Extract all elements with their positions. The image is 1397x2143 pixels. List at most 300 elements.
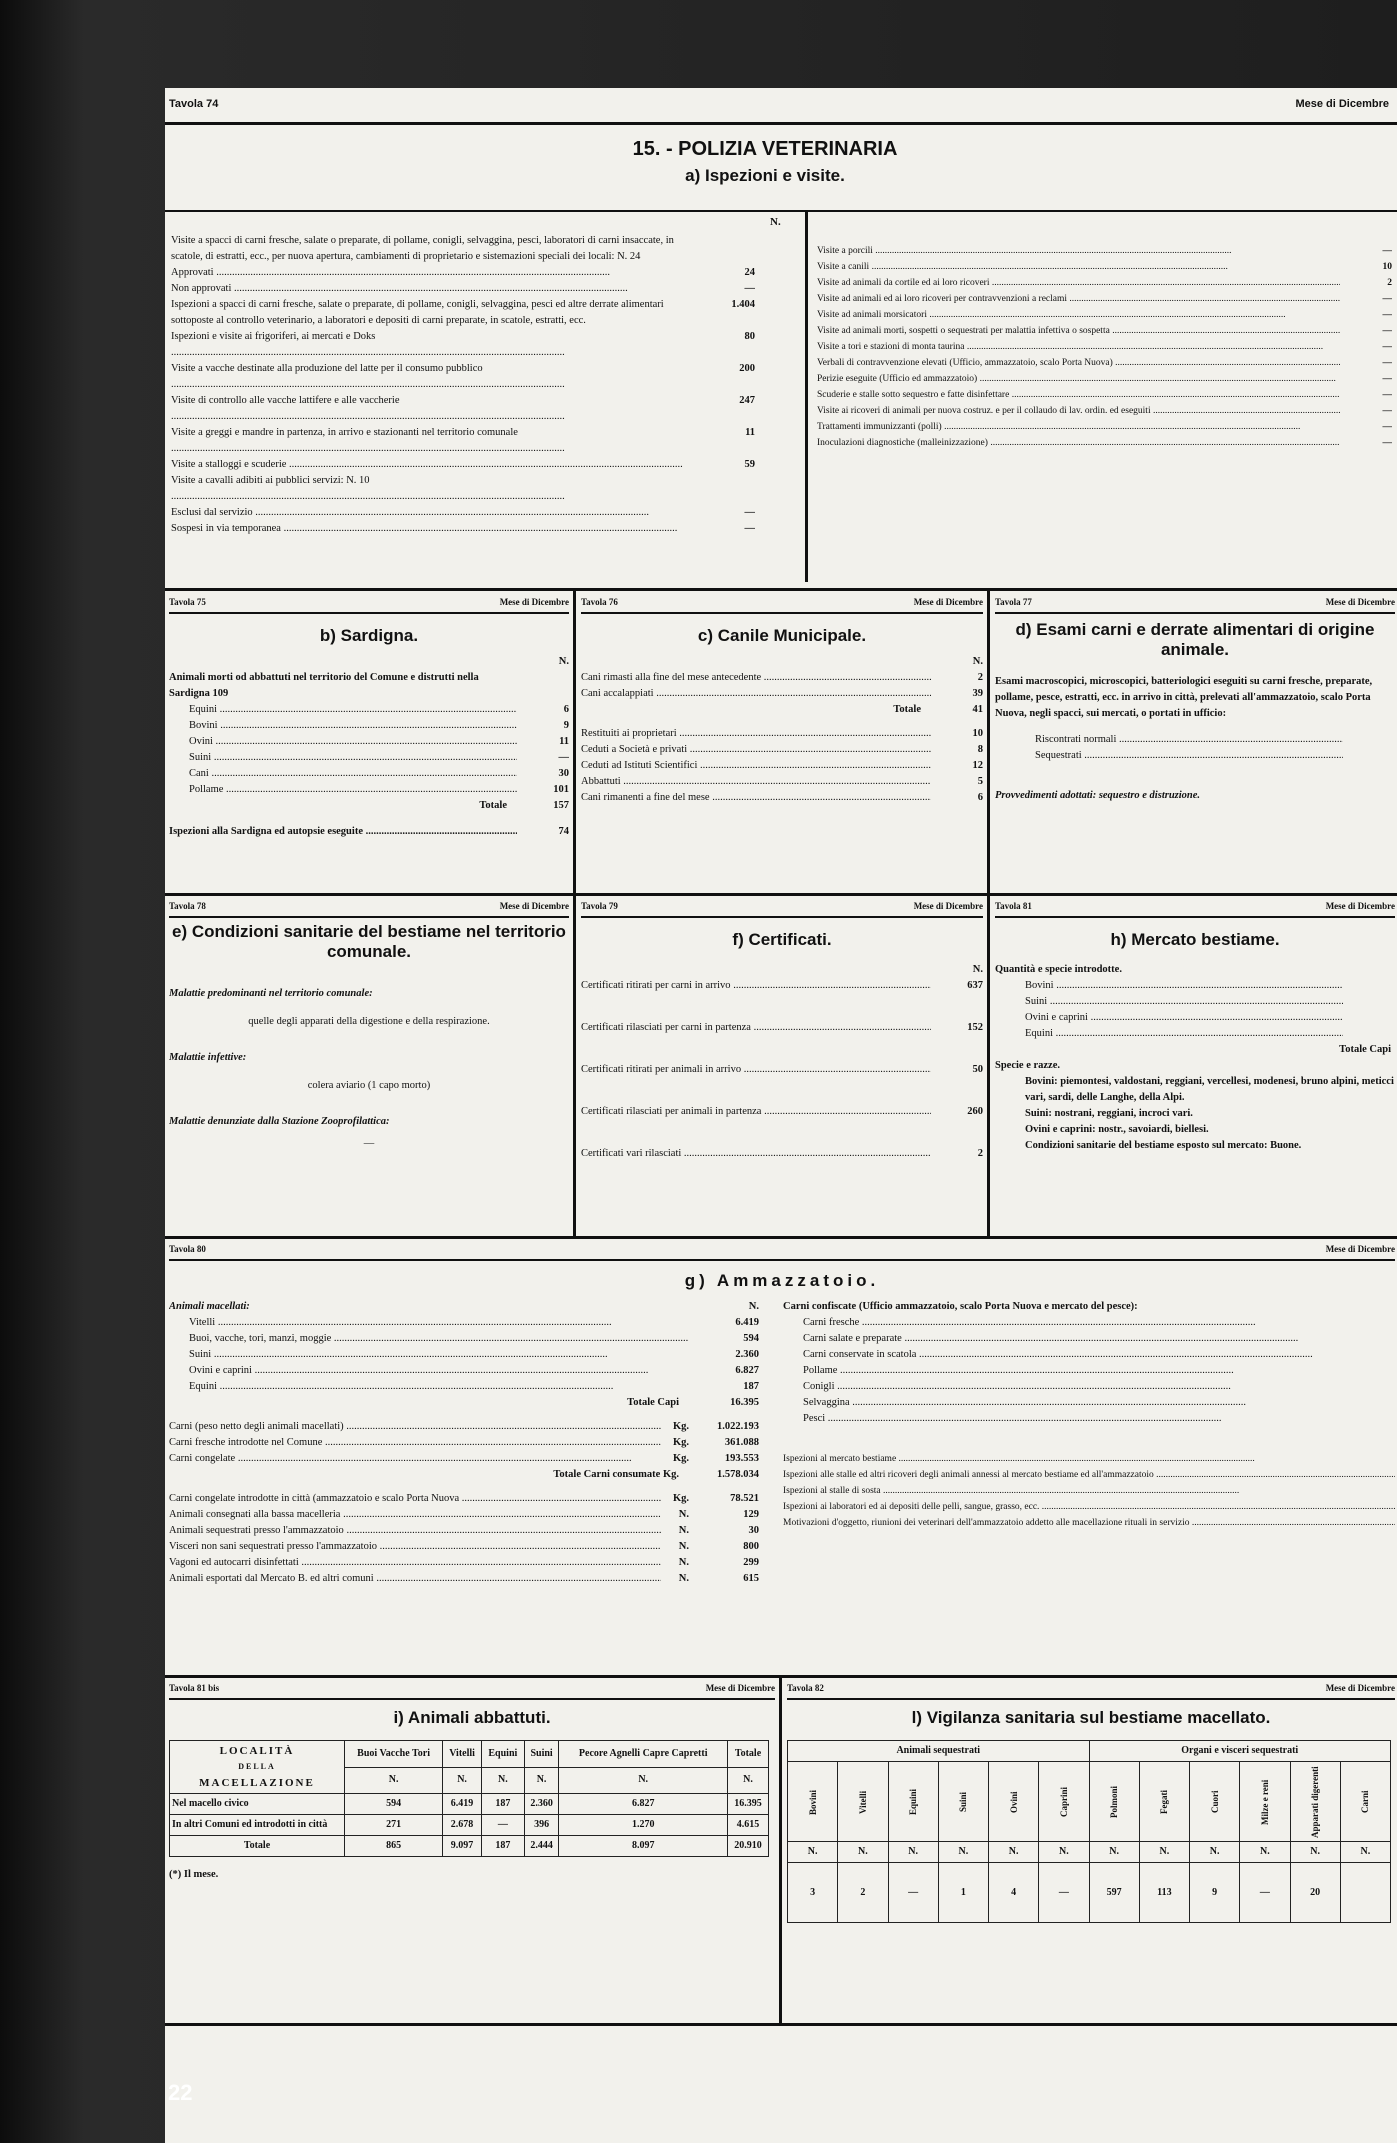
rule-74	[165, 210, 1397, 212]
list-item	[189, 1331, 759, 1347]
list-item	[803, 1395, 1395, 1411]
table-cell: 1.270	[559, 1815, 728, 1836]
unit: N.	[1340, 1842, 1390, 1863]
row-label: Carni salate e preparate .....	[803, 1331, 1395, 1347]
t1l-80: Totale Capi	[627, 1397, 679, 1408]
ah-80: Animali macellati:	[169, 1301, 250, 1312]
list-item	[1035, 748, 1395, 764]
list-item	[803, 1331, 1395, 1347]
row-locality: Nel macello civico	[170, 1794, 345, 1815]
table-cell: 9	[1190, 1863, 1240, 1923]
unit: N.	[559, 1767, 728, 1794]
section-82	[787, 1680, 1395, 2020]
rh-80: Carni confiscate (Ufficio ammazzatoio, scalo Porta Nuova e mercato del pesce):	[783, 1301, 1138, 1312]
col-header: Pecore Agnelli Capre Capretti	[559, 1741, 728, 1768]
row-value	[703, 473, 755, 505]
list-item	[817, 387, 1392, 403]
row-value	[1343, 978, 1395, 994]
main-subtitle: a) Ispezioni e visite.	[685, 166, 845, 185]
section-81	[995, 898, 1395, 1233]
list-item	[171, 233, 755, 265]
list-item	[171, 361, 755, 393]
divider-75	[573, 591, 576, 893]
section-74-right	[817, 243, 1392, 573]
p3-78: Malattie infettive:	[169, 1052, 247, 1063]
row-label: Animali sequestrati presso l'ammazzatoio .....	[169, 1523, 661, 1539]
list-item	[1025, 1026, 1395, 1042]
tav78: Tavola 78	[169, 901, 206, 911]
row-label: Visite a canili .....	[817, 259, 1340, 275]
total-label-81b: Totale	[170, 1836, 345, 1857]
row-value: 247	[739, 395, 755, 406]
row-label: Visite ad animali da cortile ed ai loro ricoveri .....	[817, 275, 1340, 291]
row-label: Non approvati .....	[171, 281, 703, 297]
n-76: N.	[972, 656, 983, 667]
row-label: Vitelli .....	[189, 1315, 689, 1331]
total-label-76: Totale	[893, 704, 921, 715]
row-label: Cani rimanenti a fine del mese .....	[581, 790, 931, 806]
row-value: 615	[743, 1573, 759, 1584]
col-header: Bovini	[788, 1762, 838, 1842]
col-header: Caprini	[1039, 1762, 1089, 1842]
unit: N.	[524, 1767, 559, 1794]
row-value: 8	[977, 744, 983, 755]
row-value: 1.022.193	[717, 1421, 759, 1432]
total-75: 157	[553, 800, 569, 811]
table-cell: —	[1240, 1863, 1290, 1923]
t2l-80: Totale Carni consumate Kg.	[553, 1469, 679, 1480]
list-item	[817, 355, 1392, 371]
row-value: 299	[743, 1557, 759, 1568]
row-label: Visite a spacci di carni fresche, salate o preparate, di pollame, conigli, selvaggina, pesci, laboratori di carni insaccate, in scatole, di estratti, ecc., per nuova apertura, cambiamenti di proprietario e sistemazioni speciali dei locali: N. 24	[171, 235, 674, 262]
row-value: —	[558, 752, 569, 763]
total-label-81: Totale Capi	[1339, 1044, 1391, 1055]
list-item	[169, 1507, 759, 1523]
row-label: Suini .....	[189, 1347, 689, 1363]
row-unit: Kg.	[672, 1437, 689, 1448]
row-label: Pesci .....	[803, 1411, 1395, 1427]
section-77	[995, 594, 1395, 889]
list-item	[171, 281, 755, 297]
divider-81b	[779, 1678, 782, 2023]
cond-81: Condizioni sanitarie del bestiame esposto sul mercato: Buone.	[1025, 1140, 1302, 1151]
list-item	[817, 259, 1392, 275]
p5-78: Malattie denunziate dalla Stazione Zooprofilattica:	[169, 1116, 390, 1127]
list-item	[581, 742, 983, 758]
row-label: Visite a vacche destinate alla produzione del latte per il consumo pubblico .....	[171, 361, 703, 393]
tav80: Tavola 80	[169, 1244, 206, 1254]
unit: N.	[1089, 1842, 1139, 1863]
row-value: —	[1382, 358, 1392, 368]
tav82: Tavola 82	[787, 1683, 824, 1693]
list-item	[783, 1467, 1395, 1483]
table-cell: 2.360	[524, 1794, 559, 1815]
row-value: 260	[967, 1106, 983, 1117]
table-cell: 2	[838, 1863, 888, 1923]
rtl-80	[783, 1427, 1395, 1443]
mese80: Mese di Dicembre	[1325, 1244, 1395, 1254]
col-header: Cuori	[1190, 1762, 1240, 1842]
list-item	[189, 734, 569, 750]
unit: N.	[481, 1767, 524, 1794]
mese79: Mese di Dicembre	[913, 901, 983, 911]
list-item	[817, 291, 1392, 307]
row-value: 361.088	[724, 1437, 759, 1448]
row-label: Visite a tori e stazioni di monta taurina .....	[817, 339, 1340, 355]
title-78: e) Condizioni sanitarie del bestiame nel territorio comunale.	[172, 922, 566, 961]
tav76: Tavola 76	[581, 597, 618, 607]
title-81b: i) Animali abbattuti.	[393, 1708, 551, 1727]
title-80: g) Ammazzatoio.	[684, 1271, 880, 1290]
list-item	[817, 339, 1392, 355]
list-item	[169, 1523, 759, 1539]
total-cell: 187	[481, 1836, 524, 1857]
row-label: Animali consegnati alla bassa macelleria .....	[169, 1507, 661, 1523]
table-cell: 3	[788, 1863, 838, 1923]
section-79	[581, 898, 983, 1233]
row-label: Ceduti ad Istituti Scientifici .....	[581, 758, 931, 774]
row-value: 39	[972, 688, 983, 699]
list-item	[171, 425, 755, 457]
row-label: Carni conservate in scatola .....	[803, 1347, 1395, 1363]
row-value: 6.827	[735, 1365, 759, 1376]
row-value: 78.521	[730, 1493, 759, 1504]
row-label: Certificati rilasciati per animali in partenza .....	[581, 1104, 931, 1120]
mese82: Mese di Dicembre	[1325, 1683, 1395, 1693]
list-item	[169, 1419, 759, 1435]
row-value: 6	[977, 792, 983, 803]
page-number: 22	[168, 2080, 193, 2105]
row-value: —	[744, 507, 755, 518]
row-value: 2	[977, 1148, 983, 1159]
row-label: Visite a stalloggi e scuderie .....	[171, 457, 703, 473]
total-cell: 20.910	[727, 1836, 768, 1857]
list-item	[783, 1483, 1395, 1499]
row-value: 30	[558, 768, 569, 779]
row-value: 24	[744, 267, 755, 278]
row-label: Equini .....	[189, 702, 517, 718]
row-label: Restituiti ai proprietari .....	[581, 726, 931, 742]
list-item	[817, 403, 1392, 419]
list-item	[189, 1315, 759, 1331]
row-value: —	[744, 523, 755, 534]
loc-header	[170, 1741, 345, 1794]
row-label: Bovini .....	[1025, 978, 1343, 994]
row-value: —	[1382, 390, 1392, 400]
row-label: Ovini e caprini .....	[1025, 1010, 1343, 1026]
row-value	[1343, 1026, 1395, 1042]
list-item	[171, 265, 755, 281]
row-value: 11	[745, 427, 755, 438]
row-label: Scuderie e stalle sotto sequestro e fatte disinfettare .....	[817, 387, 1340, 403]
top-rule	[165, 122, 1397, 125]
list-item	[171, 329, 755, 361]
list-item	[803, 1347, 1395, 1363]
list-item	[169, 1491, 759, 1507]
row-value: 9	[563, 720, 569, 731]
list-item	[817, 307, 1392, 323]
total-cell: 9.097	[443, 1836, 482, 1857]
row-label: Certificati vari rilasciati .....	[581, 1146, 931, 1162]
row-label: Sospesi in via temporanea .....	[171, 521, 703, 537]
unit: N.	[345, 1767, 443, 1794]
table-cell: 20	[1290, 1863, 1340, 1923]
loc-2: DELLA	[238, 1762, 276, 1771]
list-item	[169, 1571, 759, 1587]
row-label: Certificati rilasciati per carni in partenza .....	[581, 1020, 931, 1036]
list-item	[189, 702, 569, 718]
row-label: Trattamenti immunizzanti (polli) .....	[817, 419, 1340, 435]
n-header-74: N.	[770, 216, 781, 228]
row-value: 187	[743, 1381, 759, 1392]
n-80: N.	[748, 1301, 759, 1312]
list-item	[817, 323, 1392, 339]
row-label: Ispezioni al mercato bestiame .....	[783, 1451, 1395, 1467]
row-label: Carni (peso netto degli animali macellati) .....	[169, 1419, 661, 1435]
row-value: 6	[563, 704, 569, 715]
text-77: Esami macroscopici, microscopici, batteriologici eseguiti su carni fresche, preparate, pollame, pesce, estratti, ecc. in arrivo in città, prelevati all'ammazzatoio, scalo Porta Nuova, negli spacci, sui mercati, o portati in ufficio:	[995, 676, 1373, 719]
row-value: 2	[1387, 278, 1392, 288]
mese81: Mese di Dicembre	[1325, 901, 1395, 911]
total-label-75: Totale	[479, 800, 507, 811]
table-cell: —	[481, 1815, 524, 1836]
list-item	[581, 1146, 983, 1162]
row-label: Motivazioni d'oggetto, riunioni dei veterinari dell'ammazzatoio addetto alle macellazione rituali in servizio .....	[783, 1515, 1395, 1531]
list-item	[581, 978, 983, 994]
total-cell: 865	[345, 1836, 443, 1857]
unit: N.	[1240, 1842, 1290, 1863]
row-value	[1343, 748, 1395, 764]
row-value: 200	[739, 363, 755, 374]
col-header: Equini	[481, 1741, 524, 1768]
row-label: Cani rimasti alla fine del mese antecedente .....	[581, 670, 931, 686]
row-value: 1.404	[731, 299, 755, 310]
list-item	[171, 473, 755, 505]
row-label: Carni congelate introdotte in città (ammazzatoio e scalo Porta Nuova .....	[169, 1491, 661, 1507]
list-item	[803, 1315, 1395, 1331]
col-header: Equini	[888, 1762, 938, 1842]
row-unit: N.	[678, 1573, 689, 1584]
row-value: —	[1382, 422, 1392, 432]
t2-80: 1.578.034	[717, 1469, 759, 1480]
section-78	[169, 898, 569, 1233]
row-label: Esclusi dal servizio .....	[171, 505, 703, 521]
row-label: Perizie eseguite (Ufficio ed ammazzatoio) .....	[817, 371, 1340, 387]
row-label: Pollame .....	[803, 1363, 1395, 1379]
row-value: 10	[1382, 262, 1392, 272]
row-unit: Kg.	[672, 1493, 689, 1504]
row-label: Visite ai ricoveri di animali per nuova costruz. e per il collaudo di lav. ordin. ed eseguiti .....	[817, 403, 1340, 419]
list-item	[169, 1451, 759, 1467]
document-page	[165, 88, 1397, 2143]
row-value: 152	[967, 1022, 983, 1033]
total-cell: 2.444	[524, 1836, 559, 1857]
section-74-left	[171, 233, 755, 573]
table-81b	[169, 1740, 769, 1857]
list-item	[817, 243, 1392, 259]
table-cell: 113	[1139, 1863, 1189, 1923]
table-cell: 6.827	[559, 1794, 728, 1815]
row-value	[1343, 732, 1395, 748]
table-cell	[1340, 1863, 1390, 1923]
row-value: 2.360	[735, 1349, 759, 1360]
row-label: Ispezioni e visite ai frigoriferi, ai mercati e Doks .....	[171, 329, 703, 361]
mese77: Mese di Dicembre	[1325, 597, 1395, 607]
row-label: Visite ad animali morti, sospetti o sequestrati per malattia infettiva o sospetta .....	[817, 323, 1340, 339]
table-cell: 2.678	[443, 1815, 482, 1836]
divider-74	[805, 212, 808, 582]
row-label: Ispezioni al stalle di sosta .....	[783, 1483, 1395, 1499]
row-value: —	[744, 283, 755, 294]
list-item	[169, 1555, 759, 1571]
qh-81: Quantità e specie introdotte.	[995, 964, 1122, 975]
sh-81: Specie e razze.	[995, 1060, 1061, 1071]
row-label: Verbali di contravvenzione elevati (Ufficio, ammazzatoio, scalo Porta Nuova) .....	[817, 355, 1340, 371]
divider-79	[987, 896, 990, 1236]
unit: N.	[788, 1842, 838, 1863]
table-cell: 271	[345, 1815, 443, 1836]
table-cell: 16.395	[727, 1794, 768, 1815]
list-item	[803, 1411, 1395, 1427]
total-76: 41	[972, 704, 983, 715]
table-cell: —	[888, 1863, 938, 1923]
row-unit: Kg.	[672, 1453, 689, 1464]
n-79: N.	[972, 964, 983, 975]
row-label: Visite a greggi e mandre in partenza, in arrivo e stazionanti nel territorio comunale .....	[171, 425, 703, 457]
main-title: 15. - POLIZIA VETERINARIA	[632, 138, 898, 160]
row-value: 12	[972, 760, 983, 771]
col-header: Milze e reni	[1240, 1762, 1290, 1842]
table-cell: 4	[989, 1863, 1039, 1923]
list-item	[171, 457, 755, 473]
row-label: Conigli .....	[803, 1379, 1395, 1395]
title-81: h) Mercato bestiame.	[1110, 930, 1280, 949]
ispez-75: Ispezioni alla Sardigna ed autopsie eseguite .....	[169, 824, 517, 840]
row-label: Inoculazioni diagnostiche (malleinizzazione) .....	[817, 435, 1340, 451]
divider-78	[573, 896, 576, 1236]
row-label: Carni congelate .....	[169, 1451, 661, 1467]
unit: N.	[1290, 1842, 1340, 1863]
row-unit: N.	[678, 1557, 689, 1568]
list-item	[1025, 1010, 1395, 1026]
row-label: Certificati ritirati per carni in arrivo .....	[581, 978, 931, 994]
ov-81: Ovini e caprini: nostr., savoiardi, biellesi.	[1025, 1124, 1209, 1135]
row-value	[703, 233, 755, 265]
unit: N.	[727, 1767, 768, 1794]
row-unit: N.	[678, 1509, 689, 1520]
row-unit: Kg.	[672, 1421, 689, 1432]
rule-78	[165, 893, 1397, 896]
p1-78: Malattie predominanti nel territorio comunale:	[169, 988, 373, 999]
mese76: Mese di Dicembre	[913, 597, 983, 607]
list-item	[783, 1451, 1395, 1467]
divider-76	[987, 591, 990, 893]
row-label: Suini .....	[189, 750, 517, 766]
row-label: Equini .....	[189, 1379, 689, 1395]
row-value: 59	[744, 459, 755, 470]
row-label: Visite a cavalli adibiti ai pubblici servizi: N. 10 .....	[171, 473, 703, 505]
row-label: Selvaggina .....	[803, 1395, 1395, 1411]
row-label: Visceri non sani sequestrati presso l'ammazzatoio .....	[169, 1539, 661, 1555]
list-item	[171, 505, 755, 521]
su-81: Suini: nostrani, reggiani, incroci vari.	[1025, 1108, 1193, 1119]
col-header: Fegati	[1139, 1762, 1189, 1842]
row-label: Ispezioni a spacci di carni fresche, salate o preparate, di pollame, conigli, selvaggina, pesci ed altre derrate alimentari sottoposte al controllo veterinario, a laboratori e depositi di carni preparate, in scatole, estratti, ecc.	[171, 299, 664, 326]
loc-1: LOCALITÀ	[219, 1745, 295, 1757]
section-76	[581, 594, 983, 889]
unit: N.	[1139, 1842, 1189, 1863]
unit: N.	[1039, 1842, 1089, 1863]
list-item	[581, 758, 983, 774]
list-item	[1025, 978, 1395, 994]
total-cell: 8.097	[559, 1836, 728, 1857]
row-value: 193.553	[724, 1453, 759, 1464]
section-75	[169, 594, 569, 889]
tav75: Tavola 75	[169, 597, 206, 607]
p2-78: quelle degli apparati della digestione e della respirazione.	[248, 1016, 490, 1027]
row-locality: In altri Comuni ed introdotti in città	[170, 1815, 345, 1836]
row-value: —	[1382, 294, 1392, 304]
row-value: —	[1382, 438, 1392, 448]
row-value: 50	[972, 1064, 983, 1075]
list-item	[189, 1363, 759, 1379]
row-value: 6.419	[735, 1317, 759, 1328]
list-item	[581, 1062, 983, 1078]
table-cell: 396	[524, 1815, 559, 1836]
row-value: 11	[559, 736, 569, 747]
row-label: Vagoni ed autocarri disinfettati .....	[169, 1555, 661, 1571]
row-label: Approvati .....	[171, 265, 703, 281]
col-header: Totale	[727, 1741, 768, 1768]
row-value: 101	[553, 784, 569, 795]
col-header: Ovini	[989, 1762, 1039, 1842]
row-label: Buoi, vacche, tori, manzi, moggie .....	[189, 1331, 689, 1347]
n-75: N.	[558, 656, 569, 667]
title-76: c) Canile Municipale.	[697, 626, 867, 645]
list-item	[189, 766, 569, 782]
rule-80	[165, 1236, 1397, 1239]
month-label: Mese di Dicembre	[1295, 98, 1389, 110]
ispez-val-75: 74	[558, 826, 569, 837]
note-81b: (*) Il mese.	[169, 1869, 219, 1880]
row-value: —	[1382, 342, 1392, 352]
col-header: Suini	[524, 1741, 559, 1768]
row-value: 594	[743, 1333, 759, 1344]
list-item	[189, 718, 569, 734]
table-cell: 1	[938, 1863, 988, 1923]
table-row	[170, 1794, 769, 1815]
row-label: Sequestrati .....	[1035, 748, 1343, 764]
mese75: Mese di Dicembre	[499, 597, 569, 607]
row-value: 2	[977, 672, 983, 683]
row-label: Ovini .....	[189, 734, 517, 750]
unit: N.	[838, 1842, 888, 1863]
list-item	[581, 790, 983, 806]
table-row	[170, 1815, 769, 1836]
row-label: Bovini .....	[189, 718, 517, 734]
list-item	[803, 1363, 1395, 1379]
list-item	[1035, 732, 1395, 748]
row-label: Visite ad animali morsicatori .....	[817, 307, 1340, 323]
bottom-rule	[165, 2023, 1397, 2026]
row-label: Ispezioni alle stalle ed altri ricoveri degli animali annessi al mercato bestiame ed all'ammazzatoio .....	[783, 1467, 1395, 1483]
sp-81: Bovini: piemontesi, valdostani, reggiani, vercellesi, modenesi, bruno alpini, meticci vari, sardi, delle Langhe, della Alpi.	[1025, 1076, 1394, 1103]
list-item	[783, 1499, 1395, 1515]
row-label: Carni fresche introdotte nel Comune .....	[169, 1435, 661, 1451]
row-value: 30	[748, 1525, 759, 1536]
p6-78: —	[363, 1138, 375, 1149]
title-75: b) Sardigna.	[319, 626, 419, 645]
